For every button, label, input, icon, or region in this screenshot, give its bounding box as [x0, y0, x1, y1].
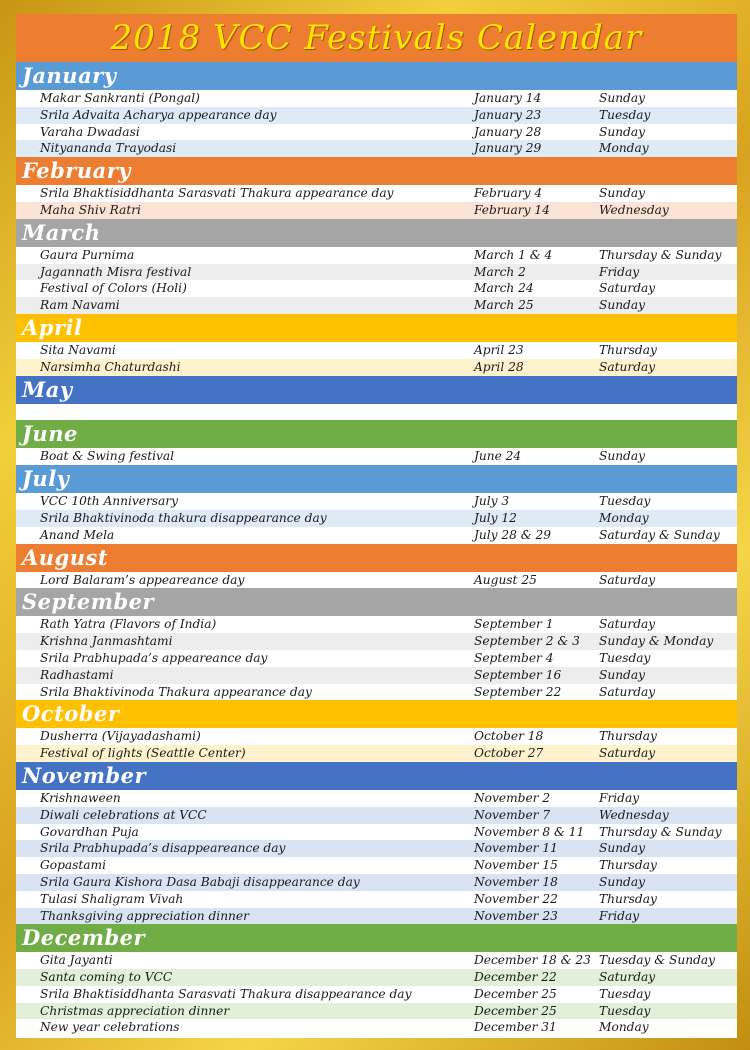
event-row [16, 185, 737, 202]
event-date: January 29 [474, 141, 542, 156]
event-date: June 24 [474, 449, 522, 464]
event-date: March 2 [474, 264, 526, 279]
month-header: March [16, 219, 737, 247]
event-name: Narsimha Chaturdashi [40, 359, 181, 374]
event-date: November 23 [474, 908, 558, 923]
event-name: Thanksgiving appreciation dinner [40, 908, 249, 923]
event-date: December 25 [474, 1003, 557, 1018]
event-row [16, 247, 737, 264]
event-date: October 27 [474, 746, 544, 761]
event-day: Sunday [599, 91, 646, 105]
event-date: March 24 [474, 281, 534, 296]
event-day: Saturday [599, 684, 656, 699]
month-section-july [16, 465, 737, 543]
month-header: May [16, 376, 737, 404]
event-name: VCC 10th Anniversary [40, 494, 179, 509]
event-day: Tuesday [599, 1003, 651, 1018]
event-day: Saturday & Sunday [599, 527, 720, 542]
event-name: Festival of lights (Seattle Center) [40, 746, 246, 761]
event-name: Krishna Janmashtami [40, 634, 173, 649]
event-row [16, 264, 737, 281]
event-date: January 23 [474, 107, 542, 122]
event-name: Maha Shiv Ratri [40, 202, 141, 217]
event-date: March 25 [474, 298, 534, 313]
event-name: Srila Bhaktivinoda thakura disappearance day [40, 510, 327, 525]
event-row [16, 616, 737, 633]
event-day: Wednesday [599, 807, 669, 822]
event-day: Thursday & Sunday [599, 824, 722, 839]
month-header: August [16, 544, 737, 572]
event-name: Gopastami [40, 858, 107, 873]
event-date: January 28 [474, 124, 542, 139]
event-day: Monday [599, 510, 649, 525]
event-row [16, 650, 737, 667]
event-day: Saturday [599, 617, 656, 632]
event-day: Monday [599, 141, 649, 156]
month-section-june [16, 420, 737, 465]
event-row [16, 891, 737, 908]
event-row [16, 790, 737, 807]
event-row [16, 448, 737, 465]
event-date: July 3 [474, 494, 510, 509]
event-day: Thursday [599, 342, 657, 357]
event-row [16, 280, 737, 297]
months-list [16, 62, 737, 1036]
month-section-december [16, 924, 737, 1036]
month-section-november [16, 762, 737, 924]
month-header: November [16, 762, 737, 790]
event-row [16, 1003, 737, 1020]
event-date: September 1 [474, 617, 554, 632]
event-row [16, 107, 737, 124]
event-row [16, 728, 737, 745]
event-day: Saturday [599, 572, 656, 587]
event-name: Govardhan Puja [40, 824, 139, 839]
event-row [16, 667, 737, 684]
event-row [16, 493, 737, 510]
event-name: Jagannath Misra festival [40, 264, 192, 279]
month-header: December [16, 924, 737, 952]
event-row [16, 124, 737, 141]
event-row [16, 297, 737, 314]
month-section-september [16, 588, 737, 700]
month-section-march [16, 219, 737, 314]
event-date: February 14 [474, 202, 550, 217]
event-name: Srila Prabhupada’s appeareance day [40, 650, 268, 665]
event-name: Srila Bhaktisiddhanta Sarasvati Thakura appearance day [40, 186, 394, 201]
event-date: November 15 [474, 858, 558, 873]
event-row [16, 359, 737, 376]
month-header: September [16, 588, 737, 616]
event-row [16, 1019, 737, 1036]
event-row [16, 527, 737, 544]
event-day: Thursday [599, 891, 657, 906]
event-row [16, 745, 737, 762]
event-day: Wednesday [599, 202, 669, 217]
event-day: Saturday [599, 746, 656, 761]
event-name: Ram Navami [40, 298, 120, 313]
event-date: April 28 [474, 359, 524, 374]
event-day: Thursday [599, 729, 657, 744]
event-day: Sunday & Monday [599, 634, 714, 649]
event-name: Varaha Dwadasi [40, 124, 140, 139]
month-section-april [16, 314, 737, 376]
event-day: Sunday [599, 124, 646, 139]
event-name: Sita Navami [40, 342, 116, 357]
event-date: July 12 [474, 510, 517, 525]
event-name: Lord Balaram’s appeareance day [40, 572, 245, 587]
event-date: November 22 [474, 891, 558, 906]
event-row [16, 140, 737, 157]
event-row [16, 510, 737, 527]
event-row [16, 840, 737, 857]
event-day: Saturday [599, 970, 656, 985]
event-date: November 8 & 11 [474, 824, 585, 839]
event-date: April 23 [474, 342, 524, 357]
event-date: December 22 [474, 970, 557, 985]
event-name: Srila Advaita Acharya appearance day [40, 107, 277, 122]
event-date: January 14 [474, 91, 542, 105]
event-day: Thursday [599, 858, 657, 873]
calendar-sheet [16, 14, 737, 1038]
month-header: January [16, 62, 737, 90]
event-name: Festival of Colors (Holi) [40, 281, 187, 296]
month-header: June [16, 420, 737, 448]
event-day: Sunday [599, 298, 646, 313]
event-date: September 4 [474, 650, 554, 665]
event-row [16, 952, 737, 969]
event-day: Sunday [599, 449, 646, 464]
month-section-may [16, 376, 737, 421]
month-header: February [16, 157, 737, 185]
event-day: Saturday [599, 281, 656, 296]
event-name: Gaura Purnima [40, 247, 135, 262]
event-name: Makar Sankranti (Pongal) [40, 91, 200, 105]
event-day: Sunday [599, 841, 646, 856]
event-date: March 1 & 4 [474, 247, 553, 262]
event-row [16, 986, 737, 1003]
event-row [16, 969, 737, 986]
event-name: Santa coming to VCC [40, 970, 173, 985]
month-section-february [16, 157, 737, 219]
event-row [16, 202, 737, 219]
event-row [16, 874, 737, 891]
month-header: April [16, 314, 737, 342]
month-section-august [16, 544, 737, 589]
event-name: Rath Yatra (Flavors of India) [40, 617, 217, 632]
event-name: Boat & Swing festival [40, 449, 175, 464]
event-date: July 28 & 29 [474, 527, 552, 542]
event-day: Sunday [599, 186, 646, 201]
page-title: 2018 VCC Festivals Calendar [110, 18, 643, 58]
event-name: Diwali celebrations at VCC [40, 807, 207, 822]
event-name: Srila Prabhupada’s disappeareance day [40, 841, 286, 856]
event-name: New year celebrations [40, 1020, 180, 1035]
event-row [16, 857, 737, 874]
event-name: Gita Jayanti [40, 953, 113, 968]
event-row [16, 90, 737, 107]
event-row [16, 684, 737, 701]
event-name: Krishnaween [40, 790, 121, 805]
event-row [16, 807, 737, 824]
event-date: November 11 [474, 841, 558, 856]
event-date: August 25 [474, 572, 537, 587]
event-date: December 18 & 23 [474, 953, 591, 968]
event-row [16, 572, 737, 589]
event-row [16, 824, 737, 841]
event-name: Christmas appreciation dinner [40, 1003, 230, 1018]
empty-row [16, 404, 737, 421]
event-day: Tuesday [599, 494, 651, 509]
event-name: Nityananda Trayodasi [40, 141, 177, 156]
event-date: November 7 [474, 807, 551, 822]
event-day: Monday [599, 1020, 649, 1035]
event-date: December 31 [474, 1020, 557, 1035]
event-day: Friday [599, 908, 640, 923]
event-day: Saturday [599, 359, 656, 374]
event-day: Sunday [599, 667, 646, 682]
event-day: Tuesday [599, 107, 651, 122]
event-date: November 2 [474, 790, 551, 805]
event-date: November 18 [474, 874, 558, 889]
event-name: Anand Mela [40, 527, 115, 542]
event-day: Friday [599, 264, 640, 279]
event-day: Tuesday & Sunday [599, 953, 715, 968]
event-name: Srila Bhaktivinoda Thakura appearance day [40, 684, 312, 699]
event-row [16, 633, 737, 650]
month-section-january [16, 62, 737, 157]
event-day: Tuesday [599, 650, 651, 665]
event-date: September 22 [474, 684, 562, 699]
event-date: September 2 & 3 [474, 634, 580, 649]
event-name: Dusherra (Vijayadashami) [40, 729, 201, 744]
event-date: December 25 [474, 986, 557, 1001]
event-day: Friday [599, 790, 640, 805]
event-row [16, 342, 737, 359]
event-date: October 18 [474, 729, 544, 744]
event-row [16, 908, 737, 925]
event-day: Sunday [599, 874, 646, 889]
month-header: July [16, 465, 737, 493]
event-date: September 16 [474, 667, 562, 682]
month-section-october [16, 700, 737, 762]
month-header: October [16, 700, 737, 728]
event-name: Srila Bhaktisiddhanta Sarasvati Thakura disappearance day [40, 986, 412, 1001]
event-name: Radhastami [40, 667, 114, 682]
event-name: Srila Gaura Kishora Dasa Babaji disappearance day [40, 874, 360, 889]
title-bar [16, 14, 737, 62]
event-name: Tulasi Shaligram Vivah [40, 891, 184, 906]
event-day: Tuesday [599, 986, 651, 1001]
event-day: Thursday & Sunday [599, 247, 722, 262]
event-date: February 4 [474, 186, 543, 201]
